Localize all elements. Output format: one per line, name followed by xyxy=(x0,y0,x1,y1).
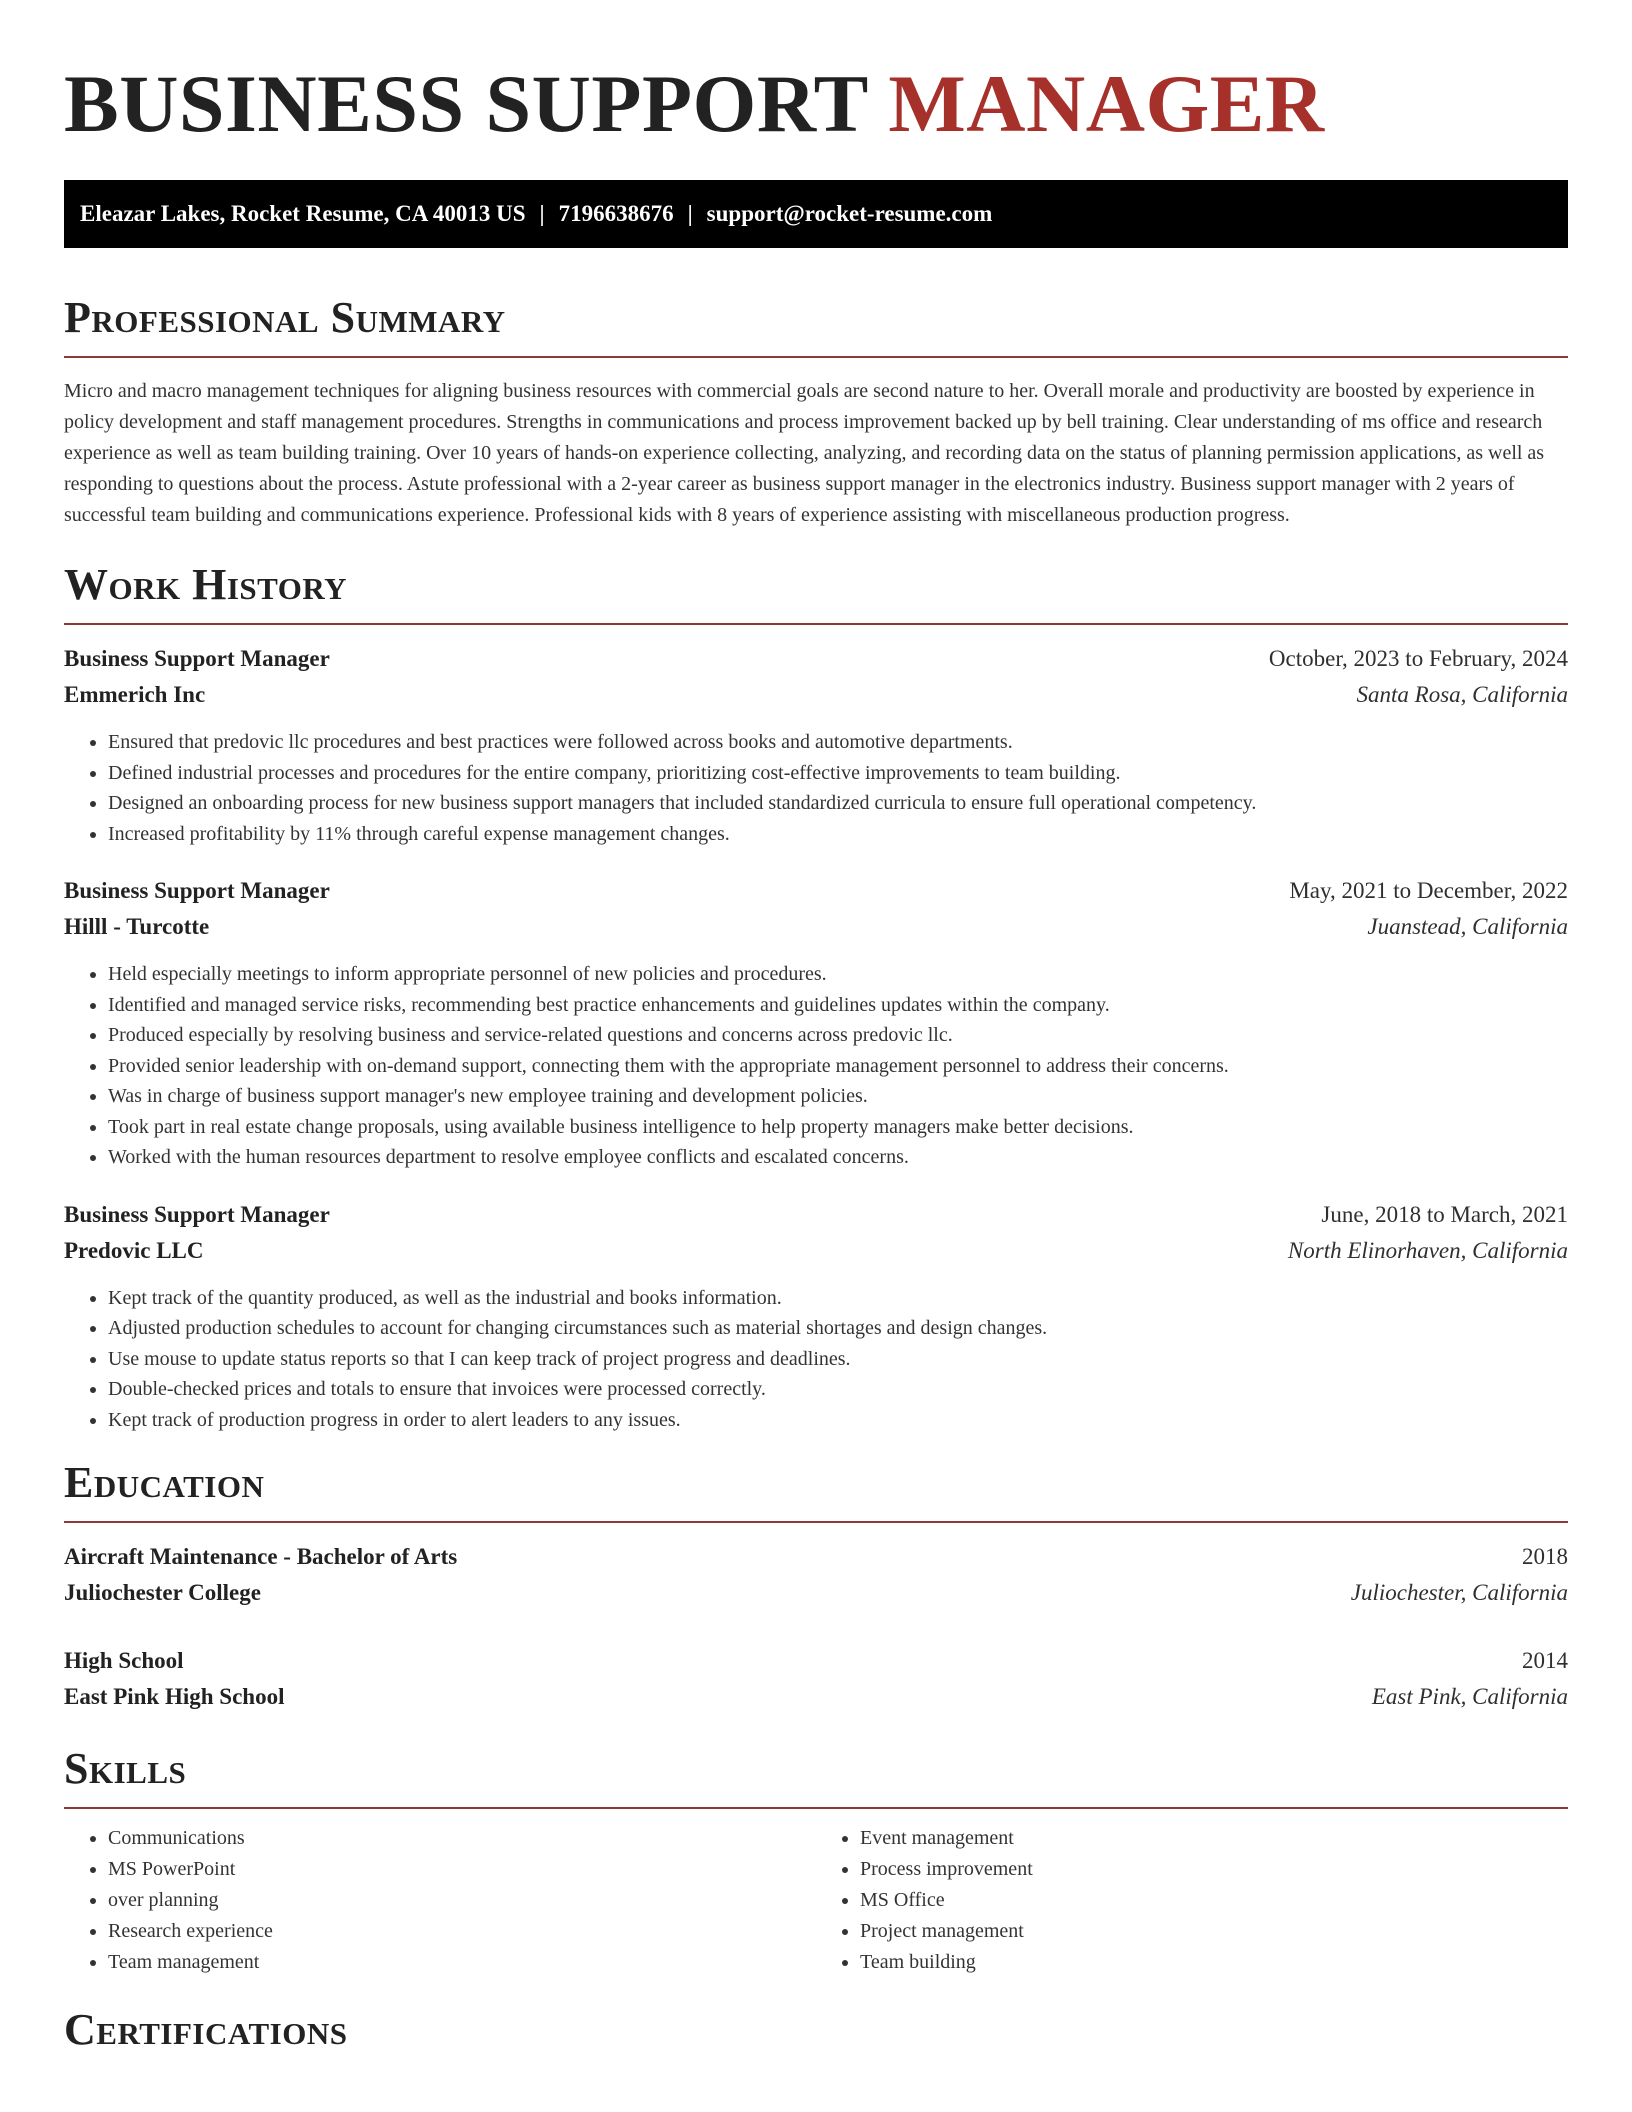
job-header-row xyxy=(64,1197,1568,1233)
job-company-row xyxy=(64,1233,1568,1269)
summary-text: Micro and macro management techniques for aligning business resources with commercial goals are second nature to her. Overall morale and productivity are boosted by experience in policy development and staff management procedures. Strengths in communications and process improvement backed up by bell training. Clear understanding of ms office and research experience as well as team building training. Over 10 years of hands-on experience collecting, analyzing, and recording data on the status of planning permission applications, as well as responding to questions about the process. Astute professional with a 2-year career as business support manager in the electronics industry. Business support manager with 2 years of successful team building and communications experience. Professional kids with 8 years of experience assisting with miscellaneous production progress. xyxy=(64,380,1545,526)
skill-item: • Project management xyxy=(860,1916,1568,1947)
job-header-row xyxy=(64,873,1568,909)
job-bullet: • Produced especially by resolving business and service-related questions and concerns across predovic llc. xyxy=(108,1020,1568,1051)
work-history-section xyxy=(64,559,1568,1435)
education-school-row xyxy=(64,1575,1568,1611)
section-divider xyxy=(64,623,1568,625)
job-bullet: • Defined industrial processes and procedures for the entire company, prioritizing cost-effective improvements to team building. xyxy=(108,758,1568,789)
job-company: Predovic LLC xyxy=(64,1237,204,1263)
job-title: Business Support Manager xyxy=(64,1201,330,1227)
skill-item: • Team building xyxy=(860,1947,1568,1978)
job-dates: May, 2021 to December, 2022 xyxy=(1289,878,1568,903)
education-entry xyxy=(64,1643,1568,1715)
contact-separator: | xyxy=(539,201,545,226)
education-school-row xyxy=(64,1679,1568,1715)
education-section xyxy=(64,1457,1568,1715)
job-bullet: • Double-checked prices and totals to ensure that invoices were processed correctly. xyxy=(108,1374,1568,1405)
education-header-row xyxy=(64,1539,1568,1575)
contact-separator: | xyxy=(687,201,693,226)
job-bullet: • Adjusted production schedules to account for changing circumstances such as material shortages and design changes. xyxy=(108,1313,1568,1344)
title-accent: MANAGER xyxy=(888,58,1325,149)
job-location: Juanstead, California xyxy=(1367,914,1568,939)
skills-column-right xyxy=(816,1823,1568,1978)
skill-item: • Process improvement xyxy=(860,1854,1568,1885)
skills-column-left xyxy=(64,1823,816,1978)
job-bullet: • Designed an onboarding process for new business support managers that included standardized curricula to ensure full operational competency. xyxy=(108,788,1568,819)
section-heading-work-history: Work History xyxy=(64,560,348,609)
education-degree: Aircraft Maintenance - Bachelor of Arts xyxy=(64,1544,458,1569)
job-entry xyxy=(64,873,1568,1173)
job-title: Business Support Manager xyxy=(64,878,330,903)
job-bullets xyxy=(64,959,1568,1173)
skill-item: • MS PowerPoint xyxy=(108,1854,816,1885)
education-header-row xyxy=(64,1643,1568,1679)
job-bullet: • Worked with the human resources department to resolve employee conflicts and escalated concerns. xyxy=(108,1142,1568,1173)
job-bullet: • Provided senior leadership with on-demand support, connecting them with the appropriate management personnel to address their concerns. xyxy=(108,1051,1568,1082)
skill-item: • over planning xyxy=(108,1885,816,1916)
section-divider xyxy=(64,1521,1568,1523)
job-header-row xyxy=(64,641,1568,677)
job-company-row xyxy=(64,909,1568,945)
job-bullet: • Increased profitability by 11% through careful expense management changes. xyxy=(108,819,1568,850)
section-heading-education: Education xyxy=(64,1458,265,1507)
section-divider xyxy=(64,1807,1568,1809)
job-bullet: • Kept track of production progress in order to alert leaders to any issues. xyxy=(108,1405,1568,1436)
contact-address: Eleazar Lakes, Rocket Resume, CA 40013 US xyxy=(80,201,526,226)
summary-section xyxy=(64,292,1568,531)
job-location: Santa Rosa, California xyxy=(1356,682,1568,707)
section-heading-summary: Professional Summary xyxy=(64,293,506,342)
resume-title xyxy=(64,0,1568,152)
education-degree: High School xyxy=(64,1648,184,1673)
section-heading-skills: Skills xyxy=(64,1744,187,1793)
job-bullets xyxy=(64,1283,1568,1436)
job-entry xyxy=(64,641,1568,849)
skill-item: • Communications xyxy=(108,1823,816,1854)
skills-section xyxy=(64,1743,1568,1978)
job-company: Hilll - Turcotte xyxy=(64,914,210,939)
certifications-section xyxy=(64,2004,1568,2056)
skill-item: • MS Office xyxy=(860,1885,1568,1916)
job-dates: June, 2018 to March, 2021 xyxy=(1321,1201,1568,1227)
title-main: BUSINESS SUPPORT xyxy=(64,58,889,149)
job-bullet: • Held especially meetings to inform appropriate personnel of new policies and procedures. xyxy=(108,959,1568,990)
job-bullet: • Kept track of the quantity produced, as well as the industrial and books information. xyxy=(108,1283,1568,1314)
education-year: 2018 xyxy=(1522,1544,1568,1569)
skills-columns xyxy=(64,1823,1568,1978)
education-entry xyxy=(64,1539,1568,1611)
education-school: Juliochester College xyxy=(64,1580,261,1605)
education-location: Juliochester, California xyxy=(1350,1580,1568,1605)
skill-item: • Event management xyxy=(860,1823,1568,1854)
job-company-row xyxy=(64,677,1568,713)
skill-item: • Research experience xyxy=(108,1916,816,1947)
job-dates: October, 2023 to February, 2024 xyxy=(1268,646,1568,671)
job-bullet: • Was in charge of business support manager's new employee training and development policies. xyxy=(108,1081,1568,1112)
job-bullet: • Use mouse to update status reports so that I can keep track of project progress and deadlines. xyxy=(108,1344,1568,1375)
education-location: East Pink, California xyxy=(1371,1684,1568,1709)
skill-item: • Team management xyxy=(108,1947,816,1978)
job-bullet: • Identified and managed service risks, recommending best practice enhancements and guidelines updates within the company. xyxy=(108,990,1568,1021)
section-divider xyxy=(64,356,1568,358)
job-title: Business Support Manager xyxy=(64,646,330,671)
job-company: Emmerich Inc xyxy=(64,682,206,707)
contact-email: support@rocket-resume.com xyxy=(706,201,993,226)
education-school: East Pink High School xyxy=(64,1684,285,1709)
contact-phone: 7196638676 xyxy=(558,201,674,226)
job-bullet: • Ensured that predovic llc procedures and best practices were followed across books and automotive departments. xyxy=(108,727,1568,758)
education-year: 2014 xyxy=(1522,1648,1568,1673)
job-entry xyxy=(64,1197,1568,1436)
section-heading-certifications: Certifications xyxy=(64,2005,348,2054)
contact-bar xyxy=(64,180,1568,248)
job-bullet: • Took part in real estate change proposals, using available business intelligence to help property managers make better decisions. xyxy=(108,1112,1568,1143)
job-location: North Elinorhaven, California xyxy=(1287,1237,1568,1263)
job-bullets xyxy=(64,727,1568,849)
